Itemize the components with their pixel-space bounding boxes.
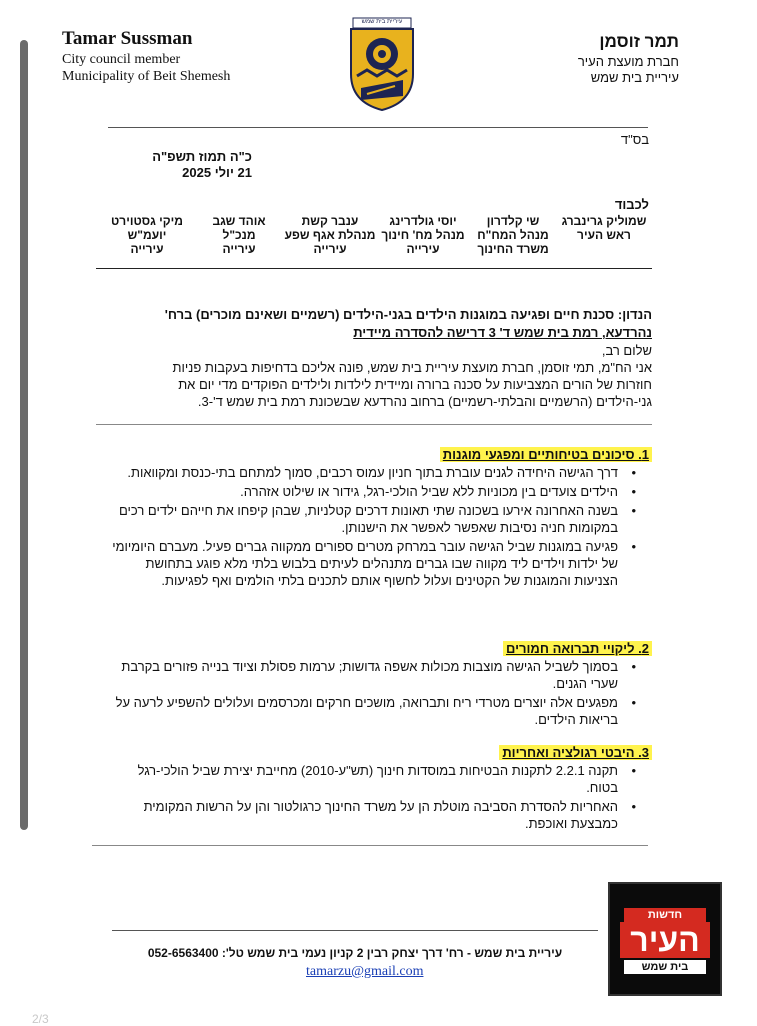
recipient-name: שי קלדרון xyxy=(486,214,540,228)
municipal-crest-logo xyxy=(347,16,417,112)
footer-divider xyxy=(112,930,598,931)
list-item: • הילדים צועדים בין מכוניות ללא שביל הולכי-רגל, גידור או שילוט אזהרה. xyxy=(110,483,640,500)
section-3-title-text: 3. היבטי רגולציה ואחריות xyxy=(499,745,652,760)
intro-divider xyxy=(96,424,652,425)
list-item: • האחריות להסדרת הסביבה מוטלת הן על משרד החינוך כרגולטור והן על הרשות המקומית כמבצעת ואוכפת. xyxy=(110,798,640,832)
recipient-org: עירייה xyxy=(406,242,440,256)
recipient-4 xyxy=(284,214,376,256)
hebrew-role: חברת מועצת העיר xyxy=(577,54,679,69)
recipient-name: מיקי גסטוירט xyxy=(111,214,183,228)
recipient-6 xyxy=(100,214,194,256)
hebrew-municipality: עיריית בית שמש xyxy=(590,70,679,85)
recipient-org: עירייה xyxy=(313,242,347,256)
list-item: • פגיעה במוגנות שביל הגישה עובר במרחק מטרים ספורים ממקווה גברים פעיל. מעברם היומיומי של ילדות וילדים ליד מקווה שבו גברים מתנהלים לעיתים בלבוש בלתי מלא פוגע בתחושת הצניעות והמוגנות של הקטינים ועלול לחשוף אותם לתכנים בלתי הולמים ואף לפגיעות. xyxy=(110,538,640,589)
recipient-role: מנהל מח' חינוך xyxy=(381,228,465,242)
recipients-underline xyxy=(96,268,652,269)
list-item: • מפגעים אלה יוצרים מטרדי ריח ותברואה, מושכים חרקים ומכרסמים ועלולים להשפיע לרעה על בריאות הילדים. xyxy=(110,694,640,728)
recipient-role: מנכ"ל xyxy=(222,228,256,242)
recipient-role: ראש העיר xyxy=(577,228,631,242)
news-logo xyxy=(608,882,722,996)
header-divider xyxy=(108,127,648,128)
recipient-role: מנהל המח"ח xyxy=(477,228,549,242)
section-1-title-text: 1. סיכונים בטיחותיים ומפגעי מוגנות xyxy=(440,447,652,462)
page-number: 2/3 xyxy=(32,1012,49,1026)
english-municipality: Municipality of Beit Shemesh xyxy=(62,69,231,84)
scrollbar[interactable] xyxy=(20,40,28,830)
bsd-mark: בס"ד xyxy=(620,132,649,147)
section-2-title-text: 2. ליקויי תברואה חמורים xyxy=(503,641,652,656)
logo-main-text: העיר xyxy=(620,922,710,958)
subject-line-2: נהרדעא, רמת בית שמש ד' 3 דרישה להסדרה מיידית xyxy=(353,325,652,340)
list-item: • בשנה האחרונה אירעו בשכונה שתי תאונות דרכים קטלניות, שבהן קיפחו את חייהם ילדים רכים במקומות חניה נסיבות שאפשר לאפשר את הישנותן. xyxy=(110,502,640,536)
recipient-1 xyxy=(558,214,650,242)
recipient-3 xyxy=(378,214,468,256)
intro-line-2: חוזרות של הורים המצביעות על סכנה ברורה ומיידית לילדות ולילדים הפוקדים מדי יום את xyxy=(178,377,652,392)
crest-text: עיריית בית שמש xyxy=(361,19,403,25)
logo-top-text: חדשות xyxy=(624,908,706,922)
intro-line-1: אני הח"מ, תמי זוסמן, חברת מועצת עיריית בית שמש, פונה אליכם בדחיפות בעקבות פניות xyxy=(172,360,652,375)
section-2-list xyxy=(110,658,640,730)
body-divider xyxy=(92,845,648,846)
footer-address: עיריית בית שמש - רח' דרך יצחק רבין 2 קניון נעמי בית שמש טל': 052-6563400 xyxy=(147,946,563,960)
recipient-org: עירייה xyxy=(222,242,256,256)
date-gregorian: 21 יולי 2025 xyxy=(182,165,252,180)
recipient-5 xyxy=(196,214,282,256)
section-1-title xyxy=(440,446,652,463)
intro-line-3: גני-הילדים (הרשמיים והבלתי-רשמיים) ברחוב נהרדעא שבשכונת רמת בית שמש ד'-3. xyxy=(197,394,652,409)
english-name: Tamar Sussman xyxy=(62,28,193,49)
section-3-title xyxy=(499,744,652,761)
section-2-title xyxy=(503,640,652,657)
english-role: City council member xyxy=(62,52,181,67)
recipient-name: אוהד שגב xyxy=(212,214,266,228)
subject-line-1: הנדון: סכנת חיים ופגיעה במוגנות הילדים בגני-הילדים (רשמיים ושאינם מוכרים) ברח' xyxy=(164,307,652,322)
list-item: • בסמוך לשביל הגישה מוצבות מכולות אשפה גדושות; ערמות פסולת וציוד בנייה פזורים בקרבת שערי הגנים. xyxy=(110,658,640,692)
section-1-list xyxy=(110,464,640,591)
logo-bottom-text: בית שמש xyxy=(624,960,706,974)
recipient-2 xyxy=(470,214,556,256)
section-3-list xyxy=(110,762,640,834)
footer-email-link[interactable]: tamarzu@gmail.com xyxy=(306,964,424,979)
list-item: • דרך הגישה היחידה לגנים עוברת בתוך חניון עמוס רכבים, סמוך למתחם בתי-כנסת ומקוואות. xyxy=(110,464,640,481)
recipient-role: מנהלת אגף שפע xyxy=(284,228,376,242)
recipient-org: משרד החינוך xyxy=(477,242,549,256)
lekavod-label: לכבוד xyxy=(614,197,649,212)
list-item: • תקנה 2.2.1 לתקנות הבטיחות במוסדות חינוך (תש"ע-2010) מחייבת יצירת שביל הולכי-רגל בטוח. xyxy=(110,762,640,796)
recipient-name: יוסי גולדרינג xyxy=(389,214,457,228)
greeting: שלום רב, xyxy=(601,343,652,358)
recipient-org: עירייה xyxy=(130,242,164,256)
recipient-name: ענבר קשת xyxy=(301,214,359,228)
hebrew-name: תמר זוסמן xyxy=(599,32,679,51)
date-hebrew: כ"ה תמוז תשפ"ה xyxy=(152,149,252,164)
recipient-role: יועמ"ש xyxy=(127,228,167,242)
recipient-name: שמוליק גרינברג xyxy=(561,214,647,228)
